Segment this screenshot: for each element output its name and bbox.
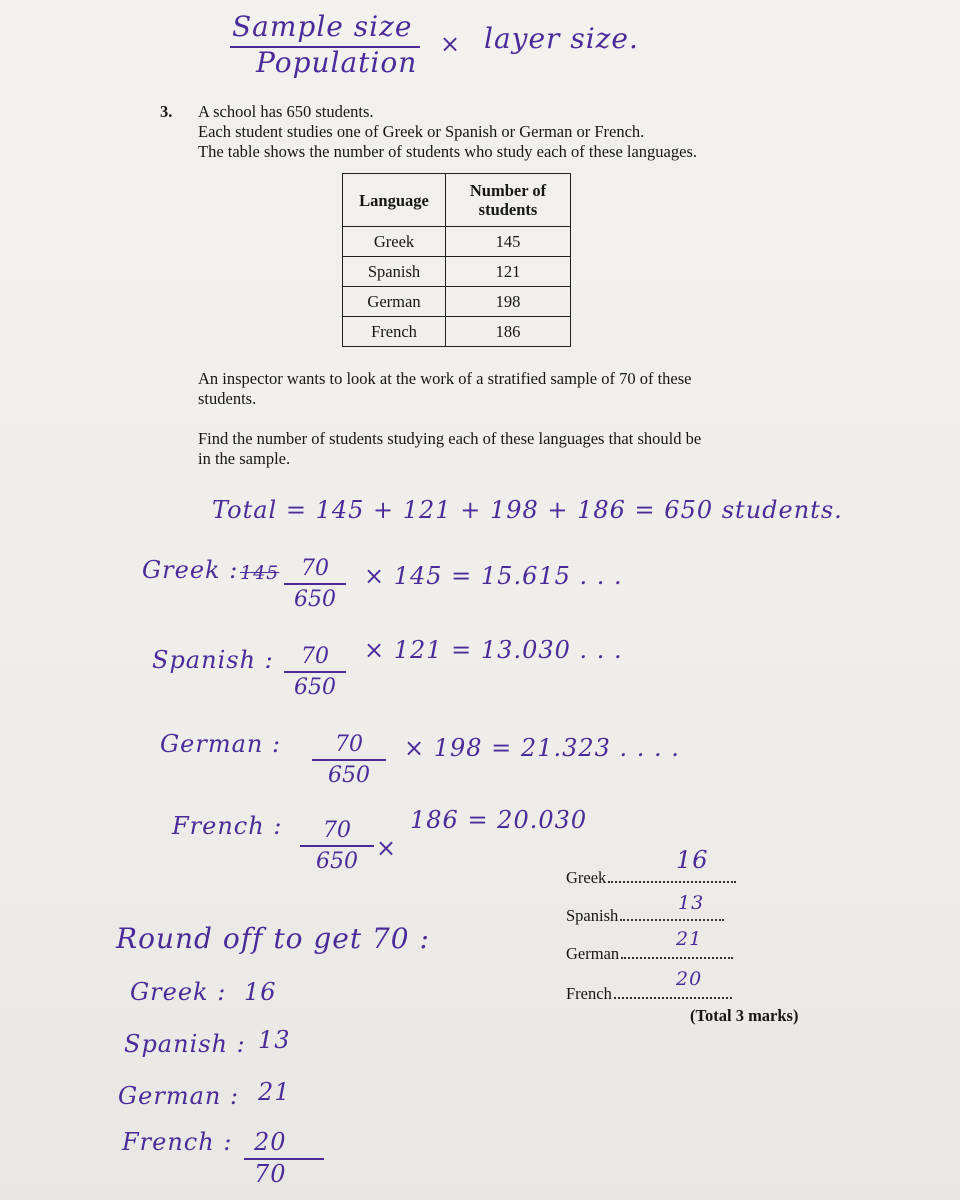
- language-table: [342, 173, 571, 347]
- table-cell-language: German: [343, 287, 446, 317]
- question-line-1-pre: A school has: [198, 102, 287, 121]
- question-line-1-post: students.: [311, 102, 374, 121]
- fraction-numerator: 70: [301, 556, 329, 581]
- working-greek-label: Greek :: [142, 556, 239, 584]
- answer-value: 21: [676, 928, 703, 950]
- working-french-label: French :: [172, 812, 283, 840]
- round-value: 20: [254, 1128, 287, 1156]
- total-marks: (Total 3 marks): [690, 1006, 799, 1025]
- working-german-fraction: [312, 732, 386, 788]
- fraction-numerator: 70: [323, 818, 351, 843]
- note-times: ×: [440, 30, 462, 58]
- table-cell-count: 121: [446, 257, 571, 287]
- working-total: Total = 145 + 121 + 198 + 186 = 650 students.: [212, 496, 843, 524]
- round-label: Spanish :: [124, 1030, 246, 1058]
- fraction-denominator: 650: [294, 587, 336, 612]
- question-line-2: Each student studies one of Greek or Spanish or German or French.: [198, 122, 645, 141]
- round-label: German :: [118, 1082, 240, 1110]
- fraction-bar: [312, 759, 386, 761]
- paragraph-1-line-1: An inspector wants to look at the work of a stratified sample of 70 of these: [198, 369, 692, 388]
- table-cell-count: 186: [446, 317, 571, 347]
- table-header-row: [343, 174, 571, 227]
- working-french-rest: 186 = 20.030: [410, 806, 588, 834]
- answer-dots: [620, 907, 724, 921]
- fraction-denominator: 650: [294, 675, 336, 700]
- fraction-bar: [284, 671, 346, 673]
- working-spanish-rest: × 121 = 13.030 . . .: [364, 636, 623, 664]
- working-german-label: German :: [160, 730, 282, 758]
- table-cell-count: 198: [446, 287, 571, 317]
- round-value: 16: [244, 978, 277, 1006]
- question-line-1-number: 650: [286, 102, 312, 121]
- table-cell-language: Spanish: [343, 257, 446, 287]
- answer-label: French: [566, 984, 612, 1003]
- fraction-denominator: 650: [316, 849, 358, 874]
- answer-value: 13: [678, 892, 705, 914]
- answer-value: 16: [676, 846, 709, 874]
- round-sum-total: 70: [254, 1160, 287, 1188]
- note-numerator: Sample size: [232, 10, 413, 43]
- answer-label: Greek: [566, 868, 607, 887]
- fraction-denominator: 650: [328, 763, 370, 788]
- round-value: 13: [258, 1026, 291, 1054]
- working-french-fraction: [300, 818, 374, 874]
- answer-row: [566, 868, 736, 888]
- table-cell-language: Greek: [343, 227, 446, 257]
- fraction-numerator: 70: [335, 732, 363, 757]
- table-cell-language: French: [343, 317, 446, 347]
- note-factor: layer size.: [484, 22, 639, 55]
- table-row: [343, 227, 571, 257]
- question-number: 3.: [160, 102, 173, 121]
- table-header-language: Language: [343, 174, 446, 227]
- working-french-times: ×: [376, 834, 398, 862]
- fraction-numerator: 70: [301, 644, 329, 669]
- table-header-count: Number of students: [446, 174, 571, 227]
- round-label: French :: [122, 1128, 233, 1156]
- round-label: Greek :: [130, 978, 227, 1006]
- answer-row: [566, 984, 732, 1004]
- working-greek-crossed: 145: [240, 562, 280, 584]
- working-greek-rest: × 145 = 15.615 . . .: [364, 562, 623, 590]
- answer-dots: [614, 985, 732, 999]
- paragraph-2-line-1: Find the number of students studying each of these languages that should be: [198, 429, 702, 448]
- paragraph-1-line-2: students.: [198, 389, 257, 408]
- round-value: 21: [258, 1078, 291, 1106]
- fraction-bar: [300, 845, 374, 847]
- table-cell-count: 145: [446, 227, 571, 257]
- answer-label: German: [566, 944, 620, 963]
- answer-label: Spanish: [566, 906, 619, 925]
- round-off-title: Round off to get 70 :: [116, 922, 430, 955]
- table-row: [343, 257, 571, 287]
- answer-value: 20: [676, 968, 703, 990]
- working-greek-fraction: [284, 556, 346, 612]
- working-spanish-fraction: [284, 644, 346, 700]
- note-denominator: Population: [256, 46, 418, 79]
- question-line-3: The table shows the number of students who study each of these languages.: [198, 142, 698, 161]
- table-row: [343, 317, 571, 347]
- fraction-bar: [284, 583, 346, 585]
- question-line-1: [198, 102, 374, 122]
- paragraph-2-line-2: in the sample.: [198, 449, 291, 468]
- answer-row: [566, 944, 733, 964]
- answer-dots: [608, 869, 736, 883]
- working-german-rest: × 198 = 21.323 . . . .: [404, 734, 680, 762]
- table-row: [343, 287, 571, 317]
- working-spanish-label: Spanish :: [152, 646, 274, 674]
